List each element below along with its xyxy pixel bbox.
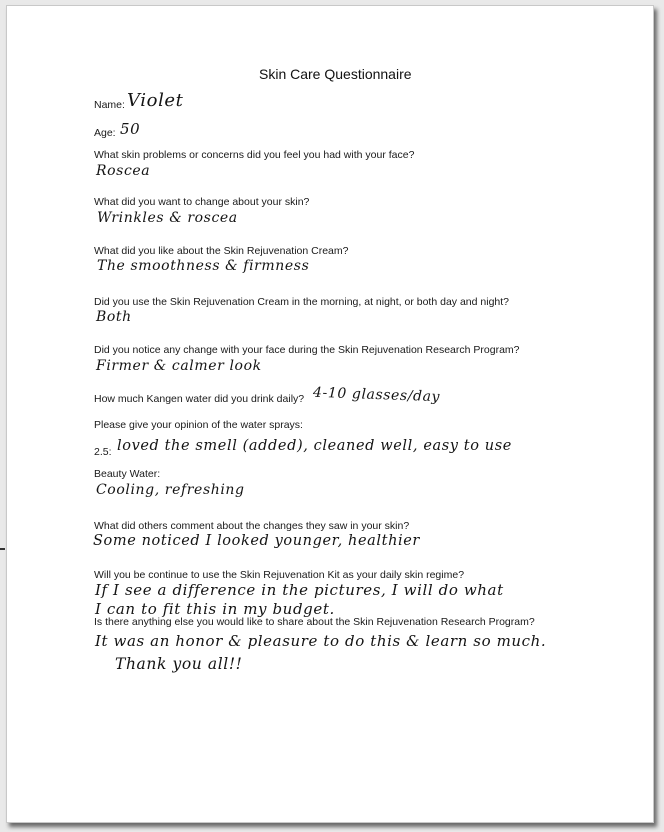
page-title: Skin Care Questionnaire: [259, 66, 412, 82]
answer-liked-cream: The smoothness & firmness: [97, 258, 310, 274]
answer-others-comment: Some noticed I looked younger, healthier: [93, 533, 420, 549]
question-change-skin: What did you want to change about your skin?: [94, 196, 310, 208]
beauty-water-label: Beauty Water:: [94, 468, 161, 480]
answer-kangen-water: 4-10 glasses/day: [312, 384, 441, 406]
answer-cream-usage: Both: [96, 309, 132, 325]
question-water-sprays: Please give your opinion of the water sprays:: [94, 419, 303, 431]
question-face-change: Did you notice any change with your face during the Skin Rejuvenation Research Program?: [94, 344, 520, 356]
question-others-comment: What did others comment about the changes they saw in your skin?: [94, 520, 410, 532]
question-share-more: Is there anything else you would like to share about the Skin Rejuvenation Research Program?: [94, 616, 535, 628]
age-answer: 50: [120, 120, 141, 138]
name-label: Name:: [94, 99, 125, 111]
answer-face-change: Firmer & calmer look: [96, 358, 262, 374]
question-liked-cream: What did you like about the Skin Rejuvenation Cream?: [94, 245, 349, 257]
scan-mark: [0, 548, 5, 550]
answer-beauty-water: Cooling, refreshing: [96, 482, 245, 498]
question-skin-problems: What skin problems or concerns did you feel you had with your face?: [94, 149, 415, 161]
answer-share-more-line1: It was an honor & pleasure to do this & learn so much.: [95, 632, 547, 650]
answer-continue-kit-line2: I can to fit this in my budget.: [95, 600, 335, 618]
answer-change-skin: Wrinkles & roscea: [97, 210, 238, 226]
question-kangen-water: How much Kangen water did you drink daily?: [94, 393, 305, 405]
answer-share-more-line2: Thank you all!!: [115, 655, 243, 673]
question-cream-usage: Did you use the Skin Rejuvenation Cream in the morning, at night, or both day and night?: [94, 296, 510, 308]
answer-continue-kit-line1: If I see a difference in the pictures, I will do what: [95, 581, 504, 599]
answer-skin-problems: Roscea: [96, 163, 151, 179]
spray-item-label: 2.5:: [94, 446, 112, 458]
question-continue-kit: Will you be continue to use the Skin Rejuvenation Kit as your daily skin regime?: [94, 569, 465, 581]
answer-spray-item: loved the smell (added), cleaned well, easy to use: [117, 438, 512, 454]
name-answer: Violet: [127, 90, 184, 111]
questionnaire-page: [6, 5, 654, 823]
age-label: Age:: [94, 127, 116, 139]
